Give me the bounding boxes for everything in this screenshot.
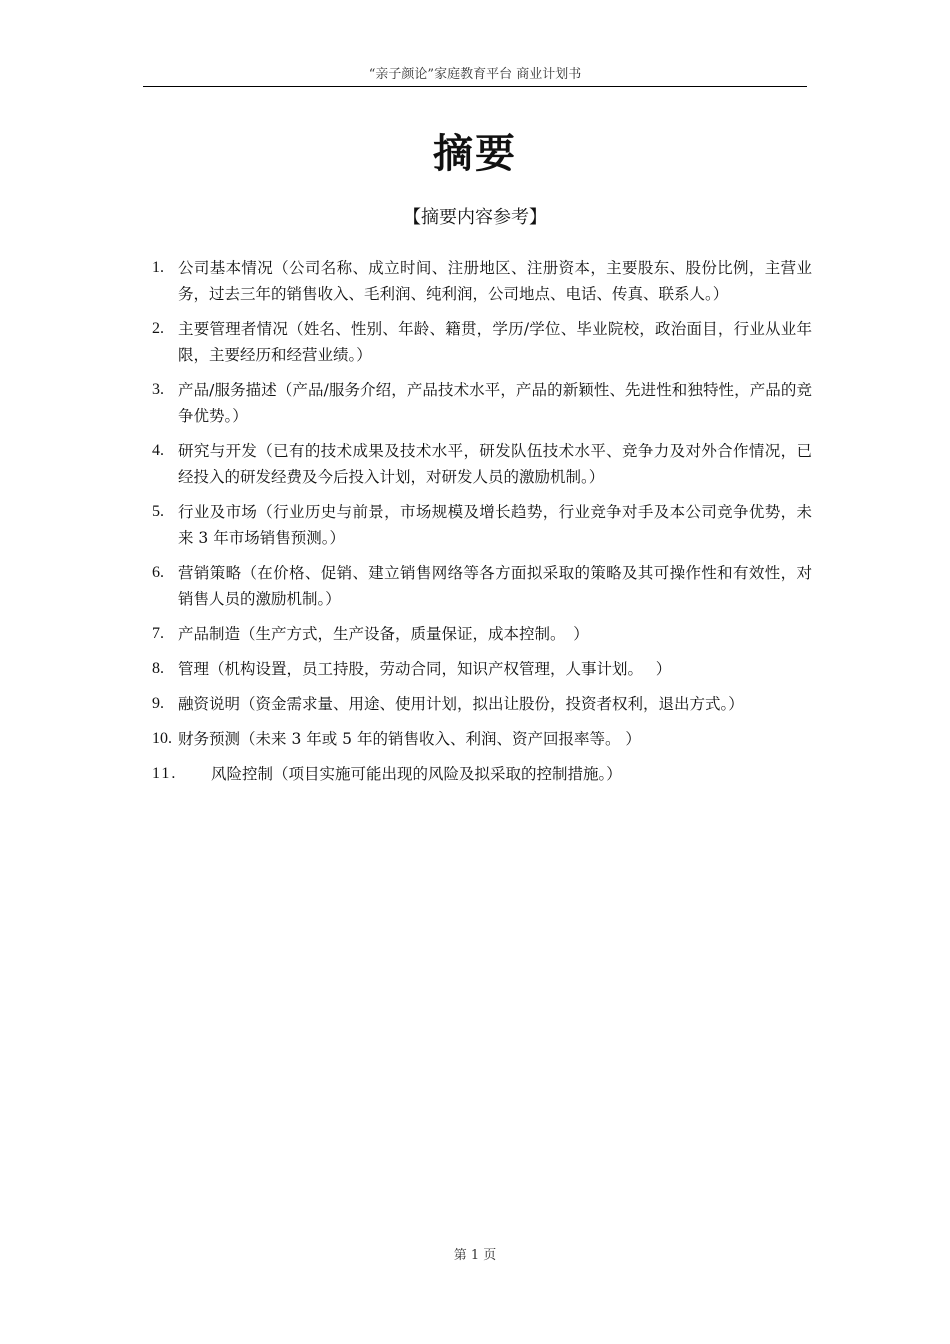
item-heading: 融资说明 xyxy=(178,695,241,713)
item-detail: （姓名、性别、年龄、籍贯，学历/学位、毕业院校，政治面目，行业从业年限，主要经历和经营业绩。） xyxy=(178,320,812,364)
list-item xyxy=(152,656,812,682)
page-number: 第 1 页 xyxy=(453,1248,497,1263)
item-detail: （未来 3 年或 5 年的销售收入、利润、资产回报率等。 ） xyxy=(240,730,641,748)
page-header xyxy=(143,66,807,87)
item-heading: 研究与开发 xyxy=(178,442,258,460)
item-detail: （项目实施可能出现的风险及拟采取的控制措施。） xyxy=(273,765,622,783)
list-item xyxy=(152,255,812,307)
item-number: 6. xyxy=(152,564,164,581)
list-item xyxy=(152,316,812,368)
page-footer xyxy=(0,1247,950,1265)
item-heading: 行业及市场 xyxy=(178,503,258,521)
item-detail: （行业历史与前景，市场规模及增长趋势，行业竞争对手及本公司竞争优势，未来 3 年市场销售预测。） xyxy=(178,503,812,547)
item-heading: 财务预测 xyxy=(178,730,241,748)
list-item xyxy=(152,560,812,612)
item-number: 3. xyxy=(152,381,164,398)
item-heading: 主要管理者情况 xyxy=(178,320,289,338)
summary-list xyxy=(152,255,812,796)
list-item xyxy=(152,377,812,429)
item-detail: （生产方式，生产设备，质量保证，成本控制。 ） xyxy=(240,625,589,643)
item-detail: （机构设置，员工持股，劳动合同，知识产权管理，人事计划。 ） xyxy=(209,660,672,678)
item-heading: 管理 xyxy=(178,660,210,678)
item-heading: 公司基本情况 xyxy=(178,259,274,277)
item-detail: （已有的技术成果及技术水平，研发队伍技术水平、竞争力及对外合作情况，已经投入的研发经费及今后投入计划，对研发人员的激励机制。） xyxy=(178,442,812,486)
item-number: 7. xyxy=(152,625,164,642)
item-number: 8. xyxy=(152,660,164,677)
item-heading: 产品/服务描述 xyxy=(178,381,277,399)
list-item xyxy=(152,621,812,647)
item-detail: （产品/服务介绍，产品技术水平，产品的新颖性、先进性和独特性，产品的竞争优势。） xyxy=(178,381,812,425)
item-number: 10. xyxy=(152,730,172,747)
list-item xyxy=(152,761,812,787)
item-detail: （在价格、促销、建立销售网络等各方面拟采取的策略及其可操作性和有效性，对销售人员的激励机制。） xyxy=(178,564,812,608)
item-number: 11. xyxy=(152,765,178,782)
item-heading: 营销策略 xyxy=(178,564,242,582)
list-item xyxy=(152,726,812,752)
list-item xyxy=(152,691,812,717)
item-number: 4. xyxy=(152,442,164,459)
item-number: 1. xyxy=(152,259,164,276)
item-detail: （公司名称、成立时间、注册地区、注册资本，主要股东、股份比例，主营业务，过去三年的销售收入、毛利润、纯利润，公司地点、电话、传真、联系人。） xyxy=(178,259,812,303)
item-heading: 产品制造 xyxy=(178,625,241,643)
item-number: 2. xyxy=(152,320,164,337)
section-subtitle: 【摘要内容参考】 xyxy=(403,207,547,228)
item-number: 9. xyxy=(152,695,164,712)
page-title: 摘要 xyxy=(433,131,517,177)
item-detail: （资金需求量、用途、使用计划，拟出让股份，投资者权利，退出方式。） xyxy=(240,695,744,713)
list-item xyxy=(152,499,812,551)
list-item xyxy=(152,438,812,490)
item-heading: 风险控制 xyxy=(211,765,274,783)
item-number: 5. xyxy=(152,503,164,520)
header-text: “亲子颜论”家庭教育平台 商业计划书 xyxy=(368,67,582,82)
